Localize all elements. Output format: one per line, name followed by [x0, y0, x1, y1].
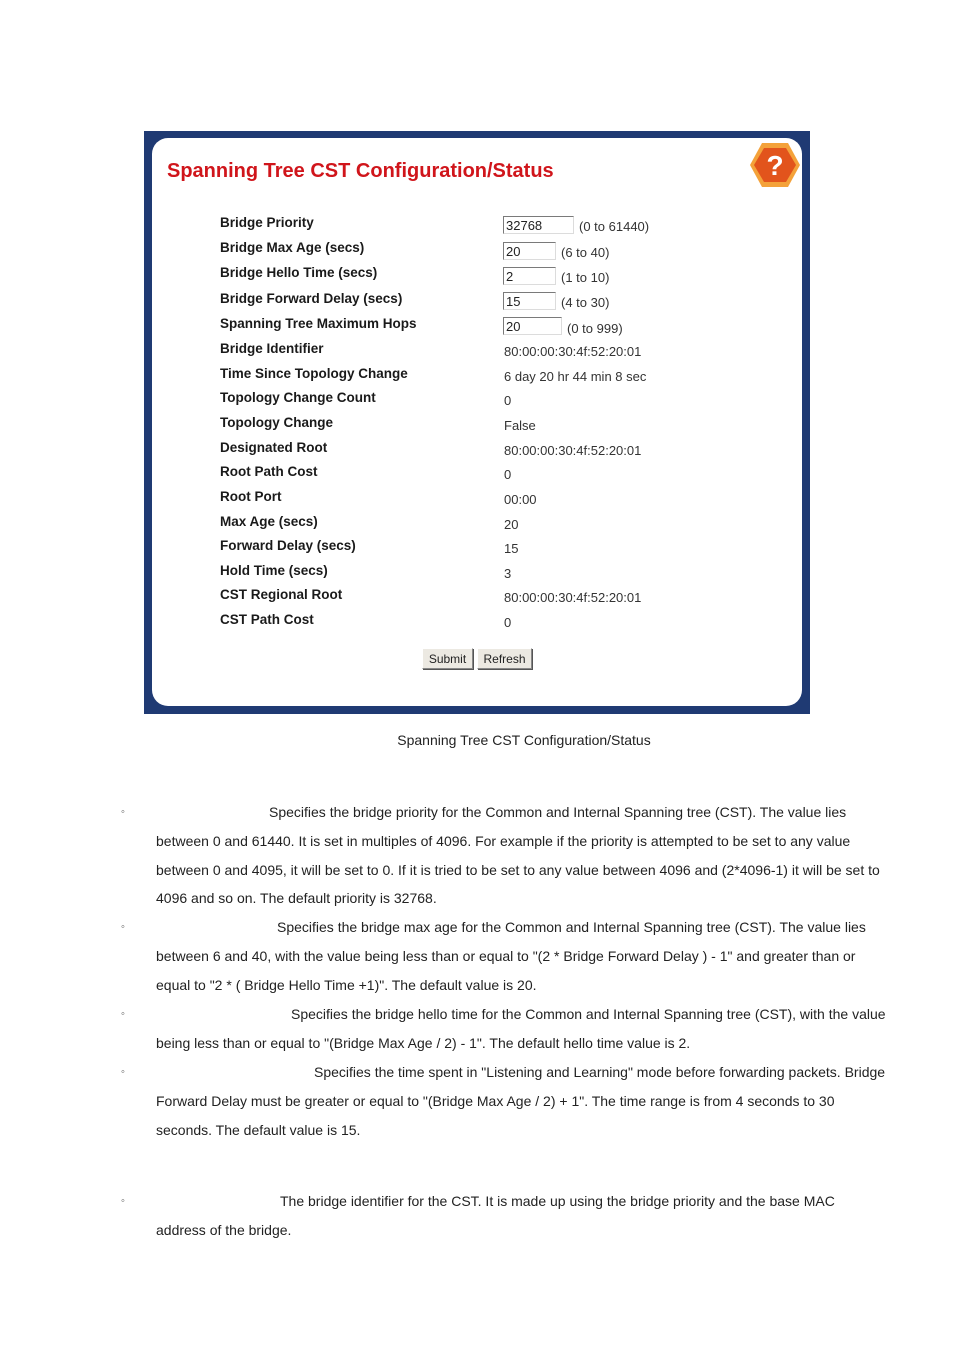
max-hops-range: (0 to 999)	[567, 321, 623, 336]
bridge-hello-time-label: Bridge Hello Time (secs)	[220, 265, 378, 280]
bridge-forward-delay-label: Bridge Forward Delay (secs)	[220, 291, 403, 306]
forward-delay-label: Forward Delay (secs)	[220, 538, 356, 553]
bridge-priority-input[interactable]	[503, 216, 574, 234]
designated-root-label: Designated Root	[220, 440, 328, 455]
max-age-value: 20	[504, 517, 519, 532]
cst-regional-root-label: CST Regional Root	[220, 587, 343, 602]
cst-path-cost-label: CST Path Cost	[220, 612, 314, 627]
bridge-identifier-description: The bridge identifier for the CST. It is made up using the bridge priority and the base MAC address of the bridge.	[156, 1193, 835, 1238]
hold-time-value: 3	[504, 566, 512, 581]
bridge-max-age-input[interactable]	[503, 242, 556, 260]
bullet-marker: ◦	[121, 921, 125, 933]
max-hops-input[interactable]	[503, 317, 562, 335]
root-port-label: Root Port	[220, 489, 282, 504]
bullet-marker: ◦	[121, 1066, 125, 1078]
bullet-marker: ◦	[121, 1195, 125, 1207]
time-since-topology-change-label: Time Since Topology Change	[220, 366, 408, 381]
submit-button[interactable]: Submit	[422, 648, 473, 669]
help-icon[interactable]	[748, 141, 802, 189]
bridge-max-age-range: (6 to 40)	[561, 245, 610, 260]
bridge-max-age-description: Specifies the bridge max age for the Common and Internal Spanning tree (CST). The value lies between 6 and 40, with the value being less than or equal to "(2 * Bridge Forward Delay ) - 1" and greater than or equal to "2 * ( Bridge Hello Time +1)". The default value is 20.	[156, 919, 866, 993]
bullet-marker: ◦	[121, 806, 125, 818]
svg-text:?: ?	[766, 150, 784, 181]
root-path-cost-label: Root Path Cost	[220, 464, 318, 479]
time-since-topology-change-value: 6 day 20 hr 44 min 8 sec	[504, 369, 647, 384]
page-title: Spanning Tree CST Configuration/Status	[167, 160, 554, 182]
bridge-priority-label: Bridge Priority	[220, 215, 314, 230]
bridge-forward-delay-range: (4 to 30)	[561, 295, 610, 310]
bridge-hello-time-range: (1 to 10)	[561, 270, 610, 285]
root-path-cost-value: 0	[504, 467, 512, 482]
bridge-priority-description: Specifies the bridge priority for the Common and Internal Spanning tree (CST). The value lies between 0 and 61440. It is set in multiples of 4096. For example if the priority is attempted to be set to any value between 0 and 4095, it will be set to 0. If it is tried to be set to any value between 4096 and (2*4096-1) it will be set to 4096 and so on. The default priority is 32768.	[156, 804, 880, 907]
cst-path-cost-value: 0	[504, 615, 512, 630]
cst-regional-root-value: 80:00:00:30:4f:52:20:01	[504, 590, 642, 605]
bridge-identifier-value: 80:00:00:30:4f:52:20:01	[504, 344, 642, 359]
bridge-hello-time-input[interactable]	[503, 267, 556, 285]
forward-delay-value: 15	[504, 541, 519, 556]
bridge-forward-delay-description: Specifies the time spent in "Listening and Learning" mode before forwarding packets. Bridge Forward Delay must be greater or equal to "(Bridge Max Age / 2) + 1". The time range is from 4 seconds to 30 seconds. The default value is 15.	[156, 1064, 886, 1138]
topology-change-label: Topology Change	[220, 415, 333, 430]
topology-change-count-value: 0	[504, 393, 512, 408]
bridge-forward-delay-input[interactable]	[503, 292, 556, 310]
bridge-priority-range: (0 to 61440)	[579, 219, 650, 234]
topology-change-value: False	[504, 418, 536, 433]
figure-caption: Spanning Tree CST Configuration/Status	[397, 732, 651, 748]
bullet-marker: ◦	[121, 1008, 125, 1020]
max-hops-label: Spanning Tree Maximum Hops	[220, 316, 417, 331]
bridge-hello-time-description: Specifies the bridge hello time for the Common and Internal Spanning tree (CST), with the value being less than or equal to "(Bridge Max Age / 2) - 1". The default hello time value is 2.	[156, 1006, 886, 1051]
bridge-max-age-label: Bridge Max Age (secs)	[220, 240, 365, 255]
config-panel	[152, 138, 802, 706]
max-age-label: Max Age (secs)	[220, 514, 318, 529]
hold-time-label: Hold Time (secs)	[220, 563, 328, 578]
topology-change-count-label: Topology Change Count	[220, 390, 376, 405]
refresh-button[interactable]: Refresh	[477, 648, 532, 669]
designated-root-value: 80:00:00:30:4f:52:20:01	[504, 443, 642, 458]
screenshot-frame	[144, 131, 810, 714]
bridge-identifier-label: Bridge Identifier	[220, 341, 324, 356]
root-port-value: 00:00	[504, 492, 537, 507]
